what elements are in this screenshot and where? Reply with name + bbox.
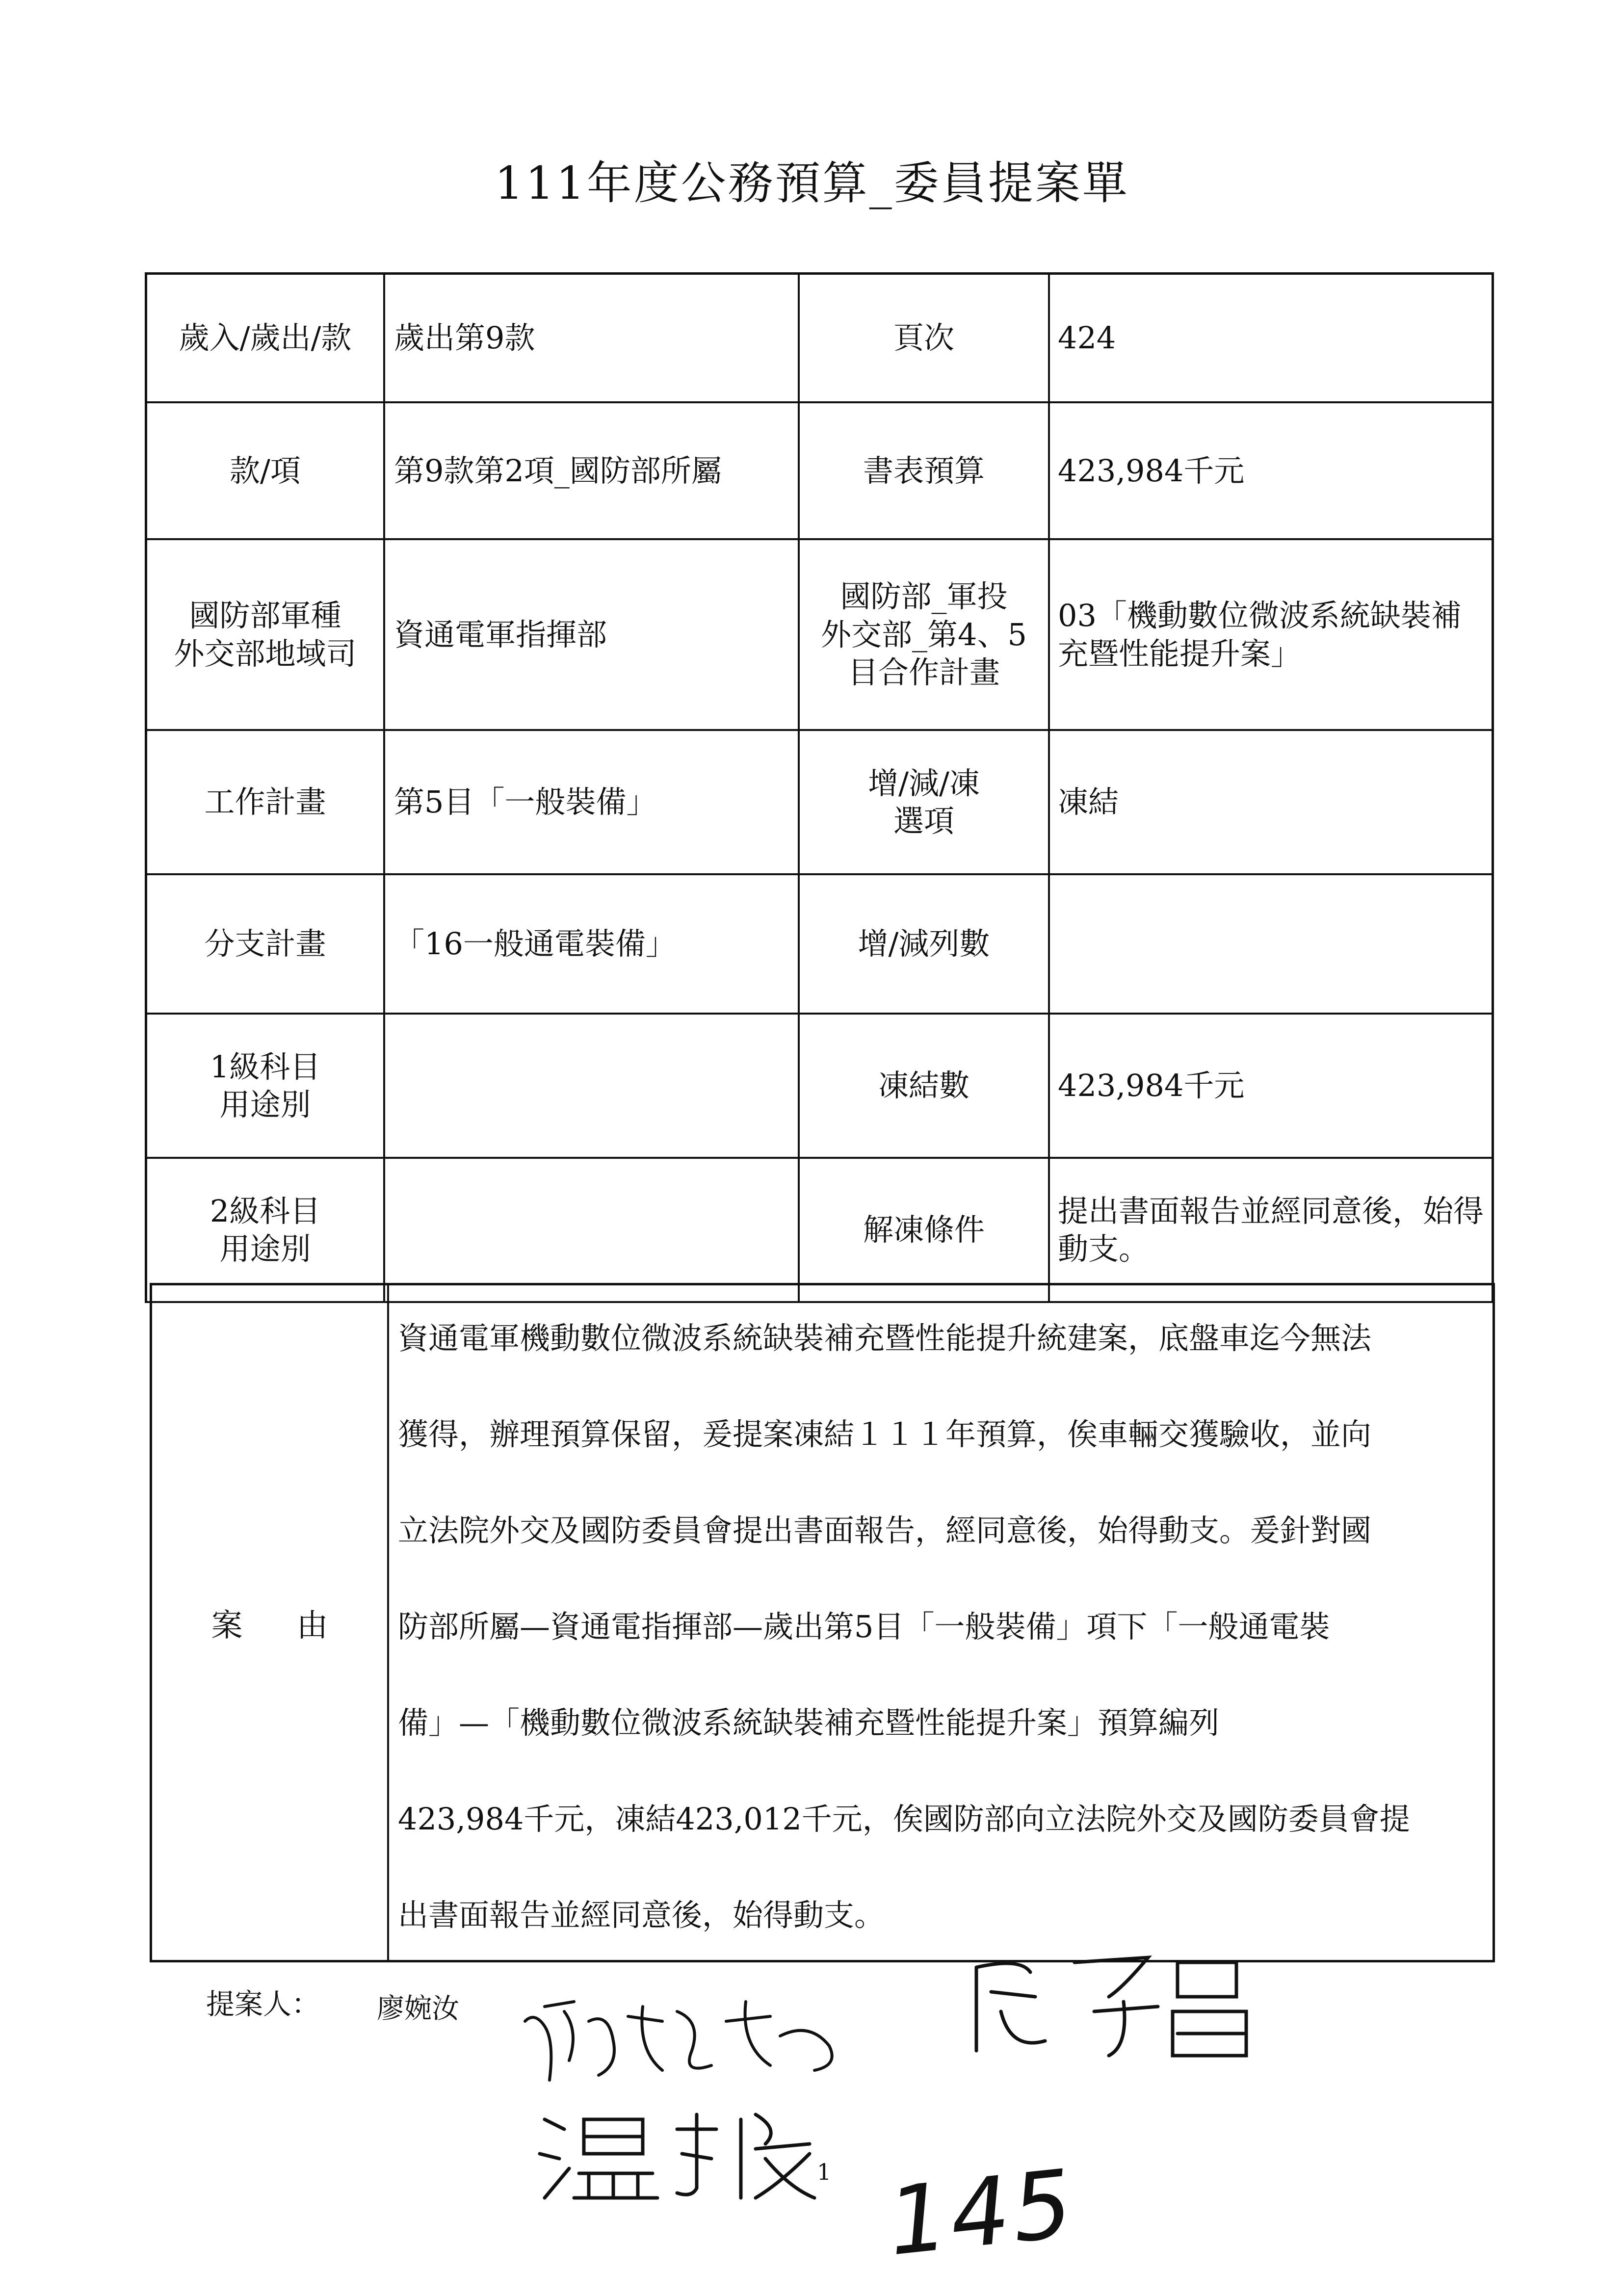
form-title: 111年度公務預算_委員提案單 bbox=[495, 157, 1129, 209]
value-cell: 提出書面報告並經同意後，始得動支。 bbox=[1058, 1193, 1484, 1267]
reason-line: 資通電軍機動數位微波系統缺裝補充暨性能提升統建案，底盤車迄今無法 bbox=[398, 1320, 1372, 1356]
label-line: 用途別 bbox=[219, 1087, 311, 1122]
label-cell: 工作計畫 bbox=[147, 731, 385, 873]
label-cell: 頁次 bbox=[800, 275, 1050, 401]
label-cell: 凍結數 bbox=[800, 1015, 1050, 1157]
label-line: 外交部地域司 bbox=[174, 635, 357, 672]
handwritten-signature bbox=[962, 1943, 1266, 2070]
label-cell: 分支計畫 bbox=[147, 875, 385, 1013]
value-cell: 凍結 bbox=[1058, 784, 1119, 820]
label-cell: 解凍條件 bbox=[800, 1159, 1050, 1301]
value-cell bbox=[385, 1159, 800, 1301]
label-line: 目合作計畫 bbox=[847, 654, 1000, 691]
proposer-label: 提案人： bbox=[206, 1987, 320, 2021]
reason-section bbox=[150, 1283, 1495, 1962]
value-cell: 歲出第9款 bbox=[385, 275, 800, 401]
reason-line: 立法院外交及國防委員會提出書面報告，經同意後，始得動支。爰針對國 bbox=[398, 1513, 1372, 1548]
label-cell: 款/項 bbox=[147, 403, 385, 538]
value-cell bbox=[1050, 875, 1492, 1013]
page-number: 1 bbox=[817, 2159, 832, 2185]
label-cell bbox=[147, 1015, 385, 1157]
label-line: 國防部_軍投 bbox=[840, 578, 1008, 615]
handwritten-signature bbox=[535, 2100, 832, 2208]
label-cell bbox=[800, 540, 1050, 729]
label-cell bbox=[800, 731, 1050, 873]
reason-label: 案由 bbox=[152, 1285, 389, 1960]
proposal-form-table bbox=[145, 272, 1494, 1303]
table-row bbox=[147, 1159, 1492, 1303]
table-row bbox=[147, 275, 1492, 403]
table-row bbox=[147, 875, 1492, 1015]
value-cell: 第5目「一般裝備」 bbox=[385, 731, 800, 873]
reason-line: 防部所屬—資通電指揮部—歲出第5目「一般裝備」項下「一般通電裝 bbox=[398, 1609, 1330, 1644]
table-row bbox=[147, 1015, 1492, 1159]
value-cell: 424 bbox=[1058, 320, 1116, 356]
value-cell bbox=[385, 1015, 800, 1157]
value-cell: 第9款第2項_國防部所屬 bbox=[385, 403, 800, 538]
table-row bbox=[147, 403, 1492, 540]
label-line: 2級科目 bbox=[210, 1193, 321, 1229]
label-line: 用途別 bbox=[219, 1231, 311, 1267]
label-cell: 書表預算 bbox=[800, 403, 1050, 538]
table-row bbox=[147, 540, 1492, 731]
reason-text bbox=[389, 1285, 1493, 1960]
label-line: 1級科目 bbox=[210, 1048, 321, 1085]
label-cell bbox=[147, 540, 385, 729]
handwritten-number: 145 bbox=[883, 2149, 1080, 2277]
label-line: 外交部_第4、5 bbox=[821, 616, 1027, 652]
label-cell: 歲入/歲出/款 bbox=[147, 275, 385, 401]
reason-line: 獲得，辦理預算保留，爰提案凍結１１１年預算，俟車輛交獲驗收，並向 bbox=[398, 1416, 1372, 1452]
reason-line: 423,984千元，凍結423,012千元，俟國防部向立法院外交及國防委員會提 bbox=[398, 1801, 1410, 1837]
label-cell: 增/減列數 bbox=[800, 875, 1050, 1013]
label-line: 增/減/凍 bbox=[868, 765, 980, 801]
table-row bbox=[147, 731, 1492, 875]
value-cell: 03「機動數位微波系統缺裝補充暨性能提升案」 bbox=[1058, 598, 1462, 672]
proposer-name: 廖婉汝 bbox=[377, 1993, 459, 2025]
value-cell: 「16一般通電裝備」 bbox=[385, 875, 800, 1013]
label-line: 選項 bbox=[893, 803, 954, 839]
value-cell: 資通電軍指揮部 bbox=[385, 540, 800, 729]
reason-line: 備」—「機動數位微波系統缺裝補充暨性能提升案」預算編列 bbox=[398, 1705, 1220, 1741]
label-line: 國防部軍種 bbox=[189, 598, 341, 633]
value-cell: 423,984千元 bbox=[1058, 452, 1245, 489]
reason-line: 出書面報告並經同意後，始得動支。 bbox=[398, 1897, 885, 1933]
label-cell bbox=[147, 1159, 385, 1301]
handwritten-signature bbox=[515, 1992, 859, 2090]
value-cell: 423,984千元 bbox=[1058, 1068, 1245, 1104]
